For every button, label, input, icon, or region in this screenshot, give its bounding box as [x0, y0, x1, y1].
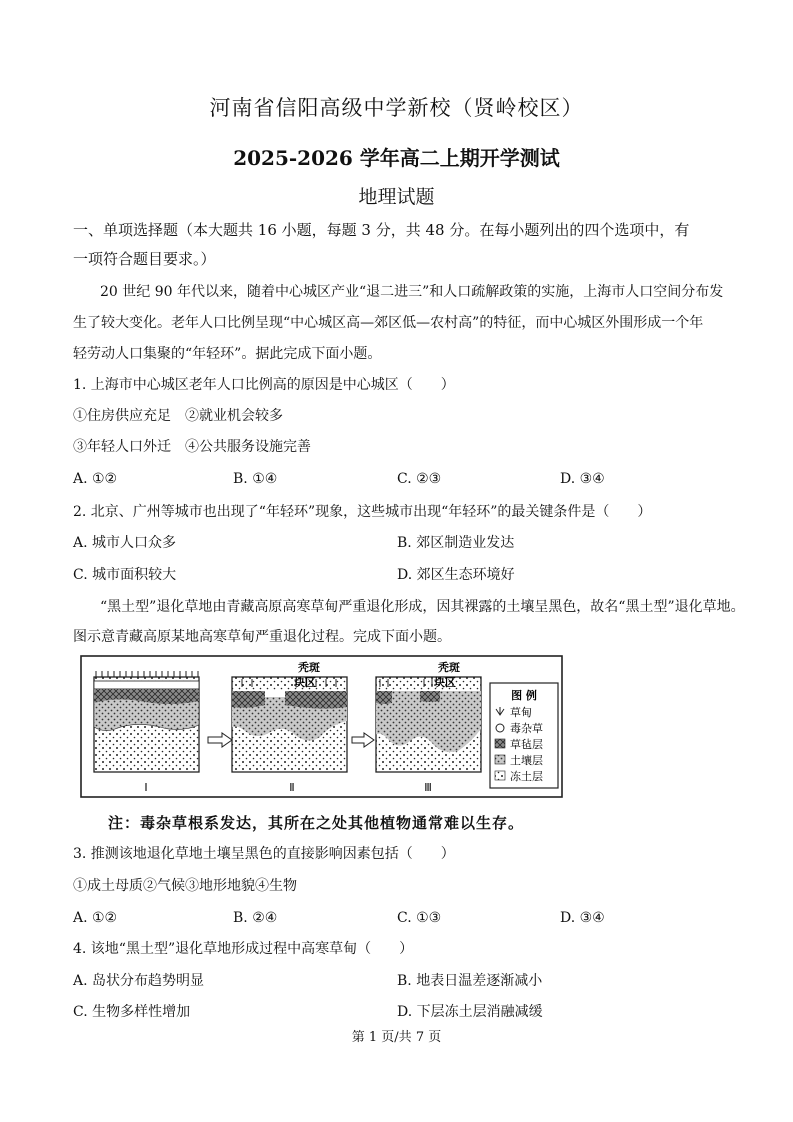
svg-text:冻土层: 冻土层: [510, 770, 543, 783]
q2-option-d[interactable]: D. 郊区生态环境好: [397, 567, 515, 583]
svg-text:草毡层: 草毡层: [510, 738, 543, 751]
stage-2-profile: [232, 677, 347, 772]
q3-items: ①成土母质②气候③地形地貌④生物: [73, 878, 297, 894]
frozen-swatch: [495, 771, 505, 780]
page-footer: 第 1 页/共 7 页: [351, 1030, 442, 1045]
stage-label-3: Ⅲ: [424, 781, 432, 794]
passage1-line1: 20 世纪 90 年代以来，随着中心城区产业“退二进三”和人口疏解政策的实施，上海市人口空间分布发: [100, 284, 724, 300]
svg-text:土壤层: 土壤层: [510, 754, 543, 767]
q1-stem: 1. 上海市中心城区老年人口比例高的原因是中心城区（ ）: [73, 377, 455, 393]
figure-note: 注：毒杂草根系发达，其所在之处其他植物通常难以生存。: [108, 814, 525, 832]
q1-option-b[interactable]: B. ①④: [233, 471, 278, 487]
subject-title: 地理试题: [358, 186, 435, 208]
q3-option-c[interactable]: C. ①③: [397, 910, 442, 926]
q4-option-d[interactable]: D. 下层冻土层消融减缓: [397, 1004, 543, 1020]
q3-option-a[interactable]: A. ①②: [73, 910, 118, 926]
passage1-line2: 生了较大变化。老年人口比例呈现“中心城区高—郊区低—农村高”的特征，而中心城区外围形成一个年: [73, 315, 704, 331]
q2-option-c[interactable]: C. 城市面积较大: [73, 567, 177, 583]
q4-option-b[interactable]: B. 地表日温差逐渐减小: [397, 973, 543, 989]
arrow-icon: [208, 733, 232, 747]
q2-option-b[interactable]: B. 郊区制造业发达: [397, 535, 515, 551]
q1-option-c[interactable]: C. ②③: [397, 471, 442, 487]
stage-label-2: Ⅱ: [289, 781, 295, 794]
legend-title: 图 例: [511, 689, 537, 702]
degradation-diagram: [80, 655, 565, 800]
felt-swatch: [495, 739, 505, 748]
patch-label-stage2: 秃斑: [298, 661, 320, 674]
q2-stem: 2. 北京、广州等城市也出现了“年轻环”现象，这些城市出现“年轻环”的最关键条件是（ ）: [73, 504, 652, 520]
soil-swatch: [495, 755, 505, 764]
q2-option-a[interactable]: A. 城市人口众多: [73, 535, 177, 551]
svg-text:毒杂草: 毒杂草: [510, 722, 543, 735]
q3-stem: 3. 推测该地退化草地土壤呈黑色的直接影响因素包括（ ）: [73, 846, 455, 862]
patch-label-stage3: 秃斑: [438, 661, 460, 674]
q1-item-line1: ①住房供应充足 ②就业机会较多: [73, 408, 283, 424]
stage-label-1: Ⅰ: [144, 781, 148, 794]
q4-option-c[interactable]: C. 生物多样性增加: [73, 1004, 191, 1020]
patch-block-label-stage2: 块区: [294, 676, 316, 689]
arrow-icon: [352, 733, 374, 747]
passage2-line2: 图示意青藏高原某地高寒草甸严重退化过程。完成下面小题。: [73, 629, 451, 645]
passage1-line3: 轻劳动人口集聚的“年轻环”。据此完成下面小题。: [73, 346, 382, 362]
section-heading-line2: 一项符合题目要求。）: [73, 250, 216, 268]
q3-option-b[interactable]: B. ②④: [233, 910, 278, 926]
section-heading-line1: 一、单项选择题（本大题共 16 小题，每题 3 分，共 48 分。在每小题列出的四个选项中，有: [73, 221, 690, 239]
q1-item-line2: ③年轻人口外迁 ④公共服务设施完善: [73, 439, 311, 455]
q1-option-a[interactable]: A. ①②: [73, 471, 118, 487]
passage2-line1: “黑土型”退化草地由青藏高原高寒草甸严重退化形成，因其裸露的土壤呈黑色，故名“黑土型”退化草地。: [100, 599, 745, 615]
exam-title: 2025-2026 学年高二上期开学测试: [233, 146, 560, 170]
svg-text:草甸: 草甸: [510, 706, 532, 719]
q4-option-a[interactable]: A. 岛状分布趋势明显: [73, 973, 205, 989]
q1-option-d[interactable]: D. ③④: [560, 471, 605, 487]
school-title: 河南省信阳高级中学新校（贤岭校区）: [209, 96, 584, 120]
patch-block-label-stage3: 块区: [434, 676, 456, 689]
q4-stem: 4. 该地“黑土型”退化草地形成过程中高寒草甸（ ）: [73, 941, 414, 957]
stage-3-profile: [376, 677, 481, 772]
stage-1-profile: [94, 671, 199, 772]
q3-option-d[interactable]: D. ③④: [560, 910, 605, 926]
